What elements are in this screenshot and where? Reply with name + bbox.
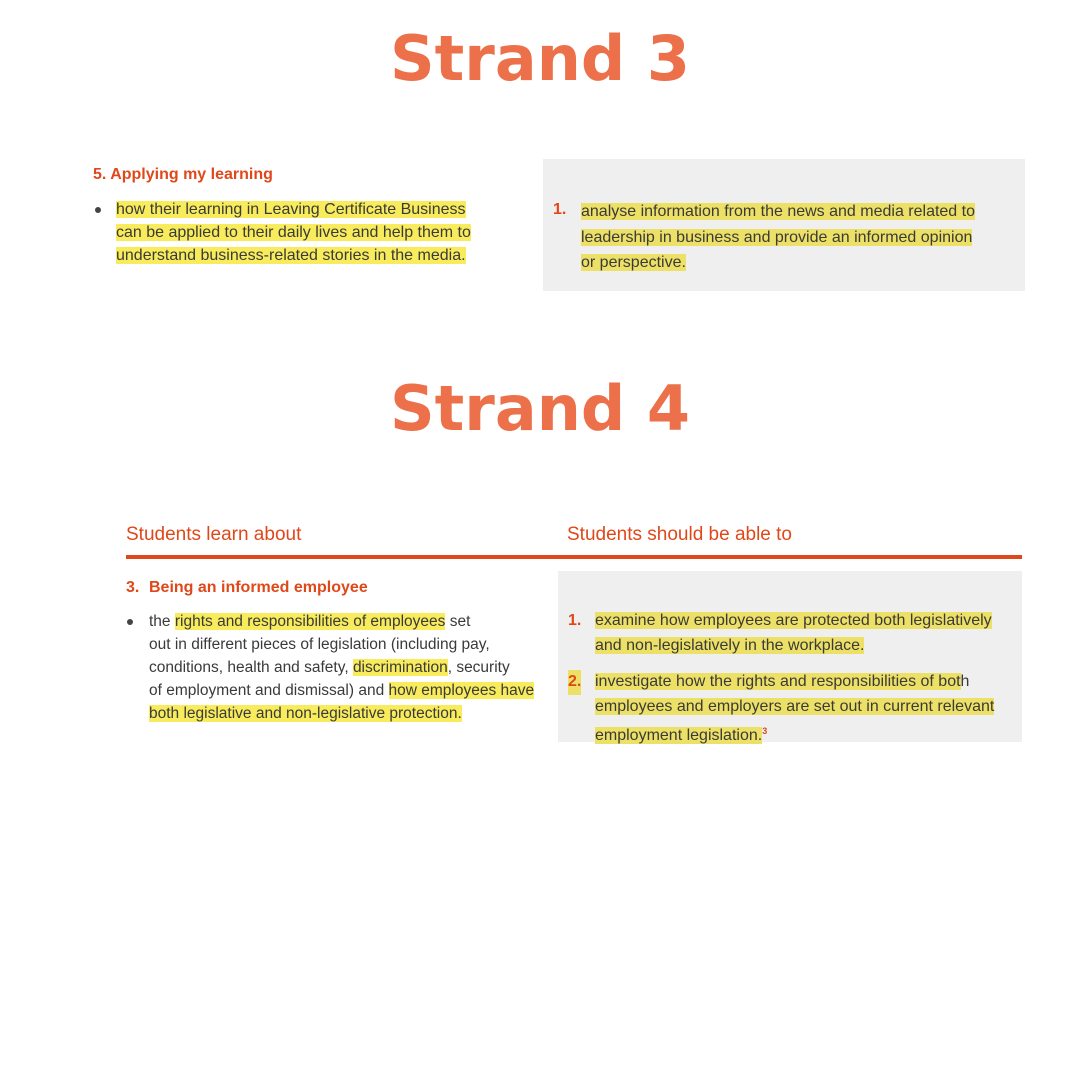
list-item — [93, 198, 513, 267]
section-heading-applying-learning: 5. Applying my learning — [93, 166, 273, 183]
bullet-text-line: can be applied to their daily lives and help them to — [116, 224, 471, 241]
outcome-item-2 — [568, 670, 1015, 749]
strand-3-title: Strand 3 — [390, 22, 690, 95]
bullet-text: set — [445, 613, 471, 630]
outcome-number: 1. — [553, 201, 567, 218]
strand-3-outcomes-panel — [543, 159, 1025, 291]
strand-3-learn-about — [93, 166, 513, 267]
outcome-item-1 — [568, 609, 1015, 658]
bullet-text-line: how their learning in Leaving Certificate Business — [116, 201, 466, 218]
outcome-text — [581, 199, 975, 276]
highlight-discrimination: discrimination — [352, 659, 448, 676]
outcome-text-line: analyse information from the news and media related to — [581, 203, 975, 220]
bullet-text: , security — [447, 659, 510, 676]
outcome-text-line: leadership in business and provide an informed opinion — [581, 228, 973, 246]
footnote-marker[interactable]: 3 — [762, 726, 768, 736]
list-item — [126, 610, 546, 725]
highlight-protection: both legislative and non-legislative protection. — [149, 705, 462, 722]
outcome-text-line: employees and employers are set out in current relevant — [595, 697, 995, 715]
bullet-text: conditions, health and safety, — [149, 659, 353, 676]
column-header-able-to: Students should be able to — [567, 524, 793, 545]
bullet-text: of employment and dismissal) and — [149, 682, 389, 699]
bullet-icon — [95, 207, 101, 213]
outcome-text-line: or perspective. — [581, 254, 686, 271]
highlight-rights-responsibilities: rights and responsibilities of employees — [174, 613, 446, 630]
outcome-number: 1. — [568, 612, 582, 629]
highlight-protection: how employees have — [388, 682, 535, 699]
section-heading-informed-employee — [126, 578, 546, 598]
bullet-icon — [127, 619, 133, 625]
section-heading-text: Being an informed employee — [149, 579, 368, 596]
outcome-text-line: employment legislation. — [595, 727, 763, 745]
strand-4-outcomes-panel — [558, 571, 1022, 745]
outcome-text-line: and non-legislatively in the workplace. — [595, 636, 865, 654]
bullet-text: out in different pieces of legislation (including pay, — [149, 636, 490, 653]
outcome-text-line: examine how employees are protected both legislatively — [595, 612, 992, 629]
strand-4-title: Strand 4 — [390, 372, 690, 445]
outcome-text-line: investigate how the rights and responsibilities of bot — [595, 673, 961, 690]
bullet-text: the — [149, 613, 175, 630]
strand-4-learn-about — [126, 578, 546, 725]
bullet-text-line: understand business-related stories in the media. — [116, 247, 466, 264]
header-divider — [126, 555, 1022, 559]
column-header-learn-about: Students learn about — [126, 524, 302, 545]
section-number: 3. — [126, 579, 140, 596]
outcome-number: 2. — [568, 670, 581, 695]
outcome-text-line: h — [960, 673, 970, 690]
